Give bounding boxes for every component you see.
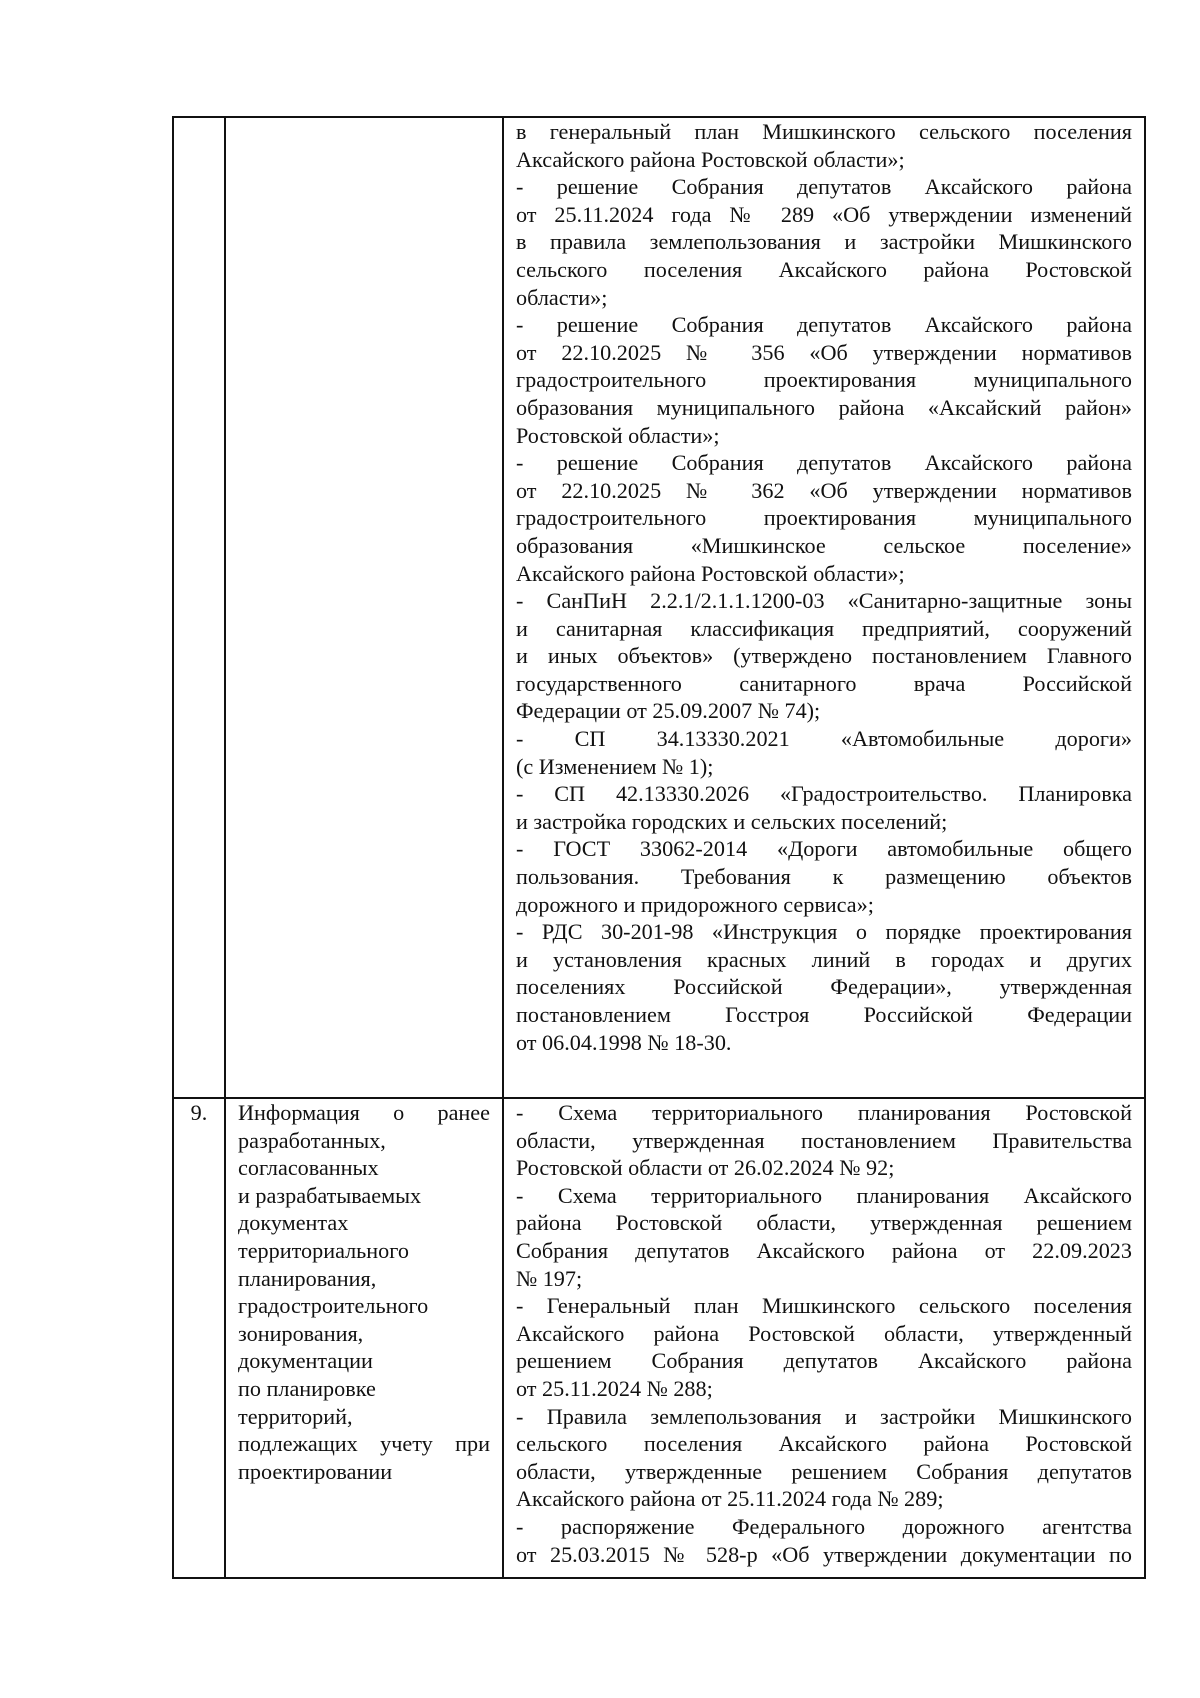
text-line: образования муниципального района «Аксайский район» (516, 394, 1132, 420)
text-line: зонирования, (238, 1320, 364, 1346)
text-line: области»; (516, 284, 608, 310)
text-line: - решение Собрания депутатов Аксайского района (516, 312, 1132, 338)
text-line: сельского поселения Аксайского района Ростовской (516, 256, 1132, 282)
text-line: Ростовской области»; (516, 422, 720, 448)
text-line: Ростовской области от 26.02.2024 № 92; (516, 1155, 895, 1181)
text-line: и санитарная классификация предприятий, сооружений (516, 615, 1132, 641)
text-line: градостроительного проектирования муниципального (516, 367, 1132, 393)
row-content-cell (503, 117, 1145, 1098)
row-name-cell (225, 1098, 503, 1578)
text-line: от 22.10.2025 № 356 «Об утверждении нормативов (516, 339, 1132, 365)
text-line: в генеральный план Мишкинского сельского поселения (516, 119, 1132, 144)
text-line: - Схема территориального планирования Аксайского (516, 1182, 1132, 1208)
text-line: от 22.10.2025 № 362 «Об утверждении нормативов (516, 477, 1132, 503)
row-name-cell (225, 117, 503, 1098)
text-line: проектировании (238, 1458, 393, 1484)
text-line: от 25.11.2024 года № 289 «Об утверждении изменений (516, 201, 1132, 227)
text-line: от 06.04.1998 № 18-30. (516, 1029, 732, 1055)
row-number-cell: 9. (173, 1098, 225, 1578)
text-line: - СП 34.13330.2021 «Автомобильные дороги» (516, 726, 1132, 752)
text-line: Собрания депутатов Аксайского района от 22.09.2023 (516, 1237, 1132, 1263)
text-line: Аксайского района Ростовской области»; (516, 560, 905, 586)
text-line: Аксайского района от 25.11.2024 года № 289; (516, 1486, 944, 1512)
text-line: поселениях Российской Федерации», утвержденная (516, 974, 1132, 1000)
text-line: Аксайского района Ростовской области, утвержденный (516, 1320, 1132, 1346)
text-line: - решение Собрания депутатов Аксайского района (516, 174, 1132, 200)
text-line: области, утвержденная постановлением Правительства (516, 1127, 1132, 1153)
text-line: и установления красных линий в городах и других (516, 946, 1132, 972)
text-line: подлежащих учету при (238, 1431, 490, 1457)
text-line: - ГОСТ 33062-2014 «Дороги автомобильные общего (516, 836, 1132, 862)
text-line: документах (238, 1210, 349, 1236)
text-line: (с Изменением № 1); (516, 753, 714, 779)
row-content-cell (503, 1098, 1145, 1578)
text-line: постановлением Госстроя Российской Федерации (516, 1002, 1132, 1027)
text-line: по планировке (238, 1375, 376, 1401)
text-line: района Ростовской области, утвержденная решением (516, 1210, 1132, 1236)
text-line: территориального (238, 1237, 409, 1263)
text-line: планирования, (238, 1265, 377, 1291)
text-line: - СанПиН 2.2.1/2.1.1.1200-03 «Санитарно-защитные зоны (516, 588, 1132, 614)
text-line: - Правила землепользования и застройки Мишкинского (516, 1403, 1132, 1429)
row-number-cell (173, 117, 225, 1098)
text-line: от 25.03.2015 № 528-р «Об утверждении документации по (516, 1541, 1132, 1567)
text-line: градостроительного (238, 1293, 429, 1319)
text-line: - Генеральный план Мишкинского сельского поселения (516, 1293, 1132, 1319)
text-line: Информация о ранее (238, 1100, 490, 1125)
text-line: государственного санитарного врача Российской (516, 670, 1132, 696)
text-line: - РДС 30-201-98 «Инструкция о порядке проектирования (516, 919, 1132, 945)
table-row (173, 1098, 1145, 1578)
text-line: территорий, (238, 1403, 353, 1429)
text-line: решением Собрания депутатов Аксайского района (516, 1348, 1132, 1374)
text-line: - распоряжение Федерального дорожного агентства (516, 1513, 1132, 1539)
text-line: разработанных, (238, 1127, 386, 1153)
text-line: и застройка городских и сельских поселений; (516, 808, 948, 834)
text-line: области, утвержденные решением Собрания депутатов (516, 1458, 1132, 1484)
text-line: - Схема территориального планирования Ростовской (516, 1100, 1132, 1125)
text-line: сельского поселения Аксайского района Ростовской (516, 1431, 1132, 1457)
text-line: и иных объектов» (утверждено постановлением Главного (516, 643, 1132, 669)
text-line: пользования. Требования к размещению объектов (516, 864, 1132, 890)
text-line: документации (238, 1348, 373, 1374)
text-line: образования «Мишкинское сельское поселение» (516, 532, 1132, 558)
text-line: № 197; (516, 1265, 583, 1291)
text-line: от 25.11.2024 № 288; (516, 1375, 713, 1401)
text-line: - решение Собрания депутатов Аксайского района (516, 450, 1132, 476)
text-line: согласованных (238, 1155, 379, 1181)
text-line: градостроительного проектирования муниципального (516, 505, 1132, 531)
table-row (173, 117, 1145, 1098)
text-line: Аксайского района Ростовской области»; (516, 146, 905, 172)
text-line: - СП 42.13330.2026 «Градостроительство. Планировка (516, 781, 1132, 807)
text-line: дорожного и придорожного сервиса»; (516, 891, 874, 917)
text-line: в правила землепользования и застройки Мишкинского (516, 229, 1132, 255)
text-line: и разрабатываемых (238, 1182, 422, 1208)
requirements-table (172, 116, 1146, 1579)
text-line: Федерации от 25.09.2007 № 74); (516, 698, 821, 724)
